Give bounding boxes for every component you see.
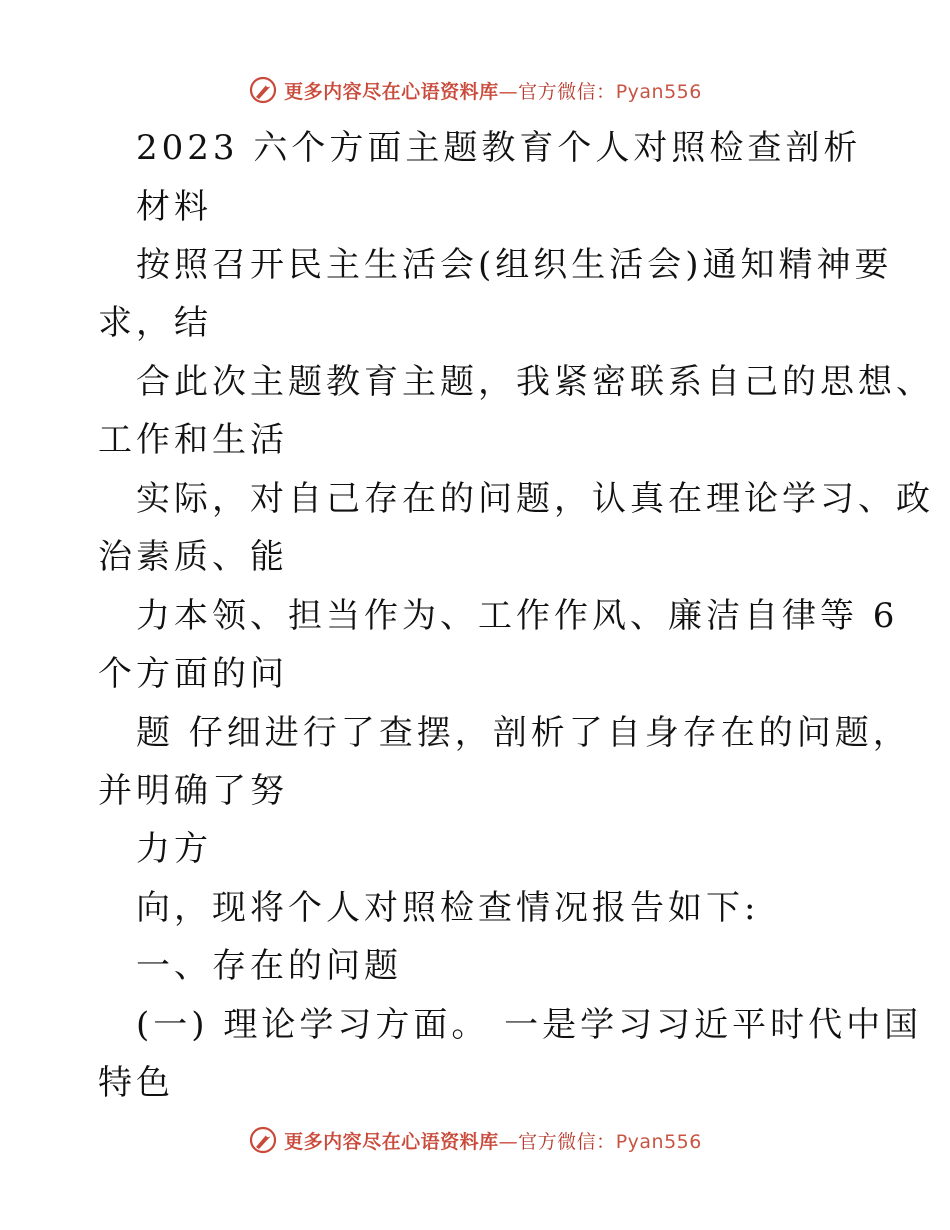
banner-official-label: 官方微信：	[518, 80, 616, 103]
banner-site-text: 更多内容尽在心语资料库	[284, 80, 499, 103]
section-heading: 一、存在的问题	[136, 946, 402, 986]
doc-line: 合此次主题教育主题，我紧密联系自己的思想、	[136, 362, 934, 402]
banner-wechat-id: Pyan556	[615, 80, 702, 103]
doc-title-line-1: 2023 六个方面主题教育个人对照检查剖析	[136, 128, 862, 168]
doc-line: 按照召开民主生活会(组织生活会)通知精神要	[136, 245, 893, 285]
doc-line: 实际，对自己存在的问题，认真在理论学习、政	[136, 479, 934, 519]
subsection-line: (一) 理论学习方面。 一是学习习近平时代中国	[136, 1005, 923, 1045]
banner-official-label: 官方微信：	[518, 1130, 616, 1153]
doc-line: 力方	[136, 829, 212, 869]
doc-line: 特色	[98, 1063, 174, 1103]
banner-wechat-id: Pyan556	[615, 1130, 702, 1153]
doc-line: 力本领、担当作为、工作作风、廉洁自律等 6	[136, 596, 899, 636]
doc-line: 工作和生活	[98, 420, 288, 460]
banner-dash: —	[498, 1130, 519, 1153]
doc-line: 个方面的问	[98, 654, 288, 694]
doc-title-line-2: 材料	[136, 187, 212, 227]
banner-site-text: 更多内容尽在心语资料库	[284, 1130, 499, 1153]
footer-banner	[0, 1120, 950, 1160]
banner-dash: —	[498, 80, 519, 103]
doc-line: 治素质、能	[98, 537, 288, 577]
doc-line: 题 仔细进行了查摆，剖析了自身存在的问题，	[136, 713, 911, 753]
doc-line: 并明确了努	[98, 771, 288, 811]
pen-nib-logo-icon	[248, 1125, 278, 1155]
doc-line: 求，结	[98, 303, 212, 343]
banner-text	[284, 1127, 702, 1154]
doc-line: 向，现将个人对照检查情况报告如下:	[136, 888, 760, 928]
